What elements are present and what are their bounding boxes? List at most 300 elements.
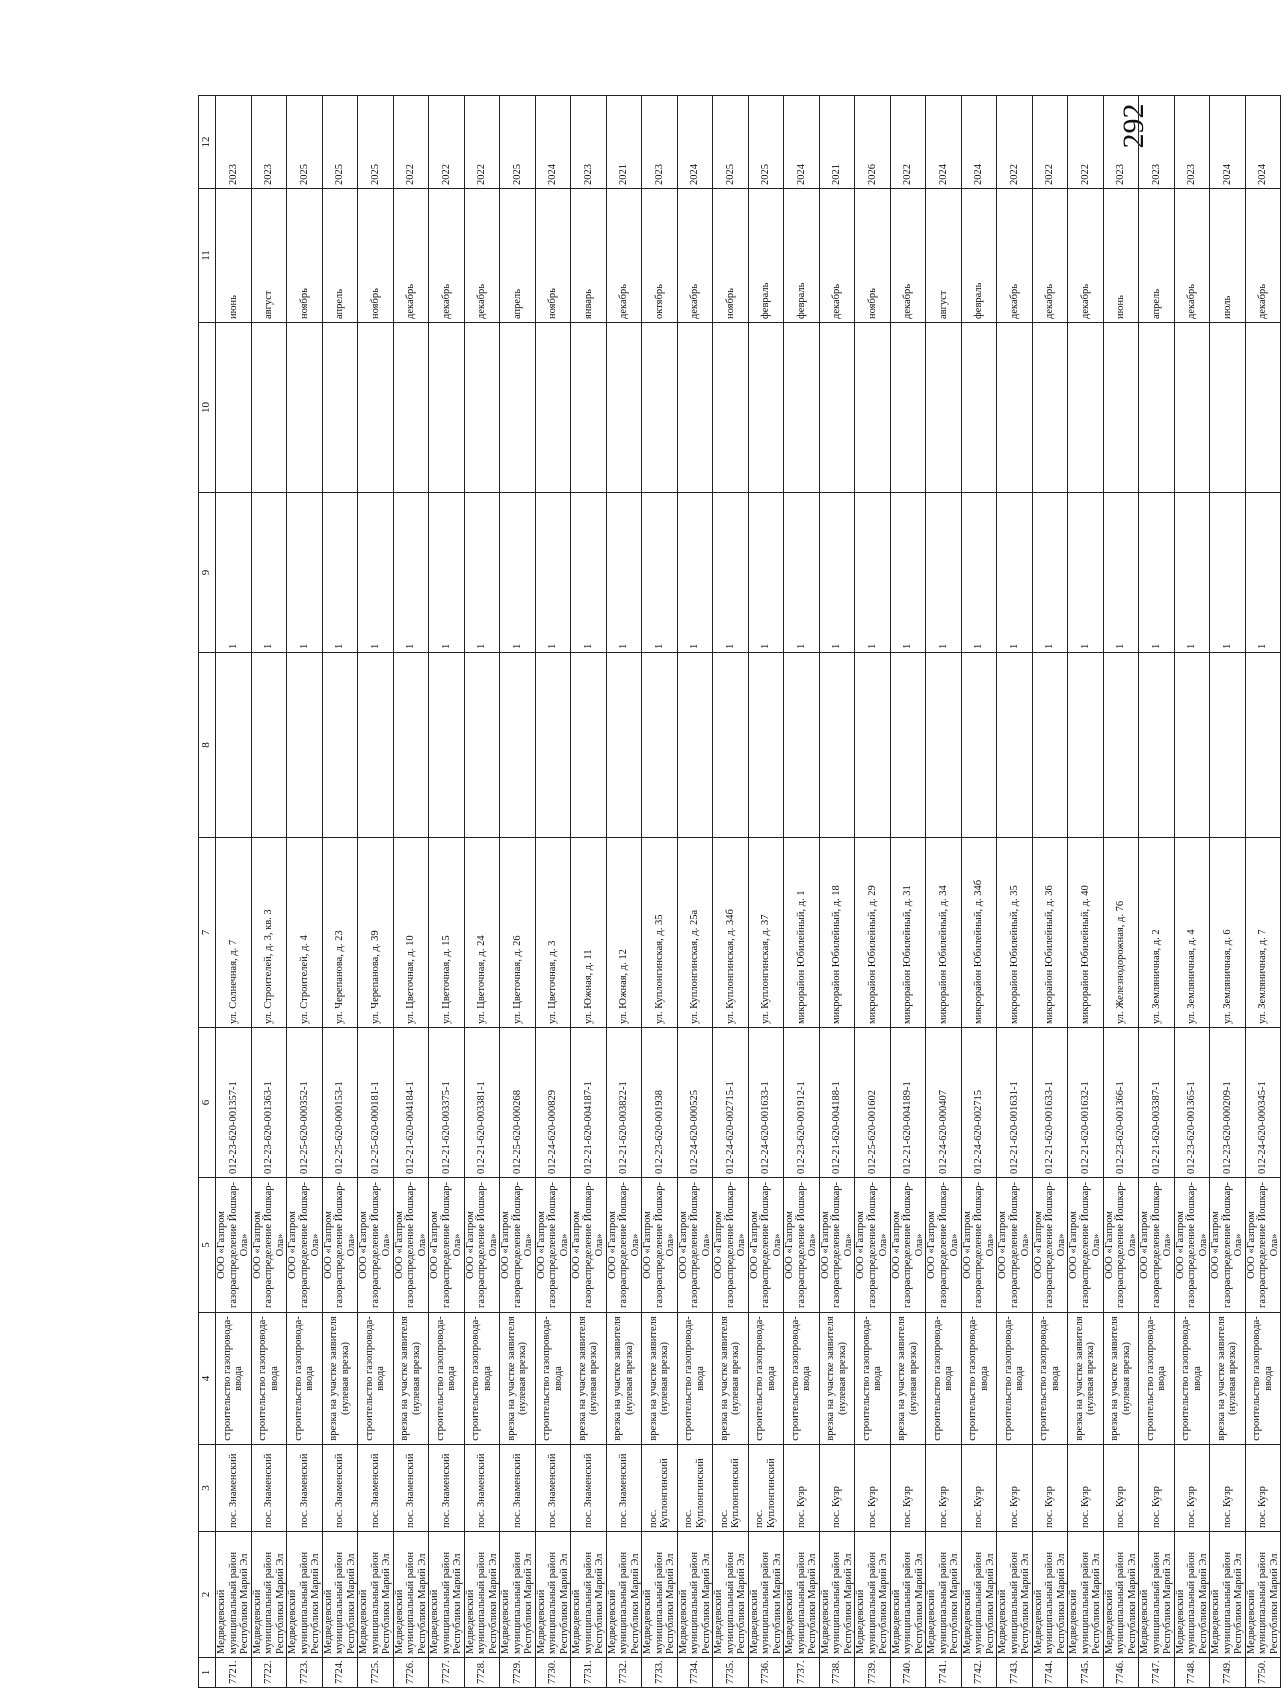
column-header: 3 [199,1445,216,1532]
column-10-cell [500,323,536,493]
year-cell: 2023 [642,96,678,189]
column-8-cell [1139,653,1175,838]
month-cell: декабрь [606,189,642,323]
work-type-cell: врезка на участке заявителя (нулевая врезка) [500,1313,536,1445]
row-number: 7725. [358,1658,394,1688]
quantity-cell: 1 [571,493,607,653]
application-code-cell: 012-24-620-000525 [677,1028,713,1178]
organization-cell: ООО «Газпром газораспределение Йошкар-Ола» [216,1178,252,1313]
table-row [464,96,500,1688]
district-cell: Медведевский муниципальный район Республики Марий Эл [358,1532,394,1658]
column-10-cell [961,323,997,493]
organization-cell: ООО «Газпром газораспределение Йошкар-Ола» [1103,1178,1139,1313]
application-code-cell: 012-21-620-004188-1 [819,1028,855,1178]
settlement-cell: пос. Куплонгинский [748,1445,784,1532]
year-cell: 2025 [713,96,749,189]
address-cell: микрорайон Юбилейный, д. 40 [1068,838,1104,1028]
quantity-cell: 1 [358,493,394,653]
district-cell: Медведевский муниципальный район Республики Марий Эл [748,1532,784,1658]
settlement-cell: пос. Знаменский [500,1445,536,1532]
work-type-cell: строительство газопровода-ввода [784,1313,820,1445]
work-type-cell: строительство газопровода-ввода [926,1313,962,1445]
row-number: 7741. [926,1658,962,1688]
organization-cell: ООО «Газпром газораспределение Йошкар-Ола» [393,1178,429,1313]
row-number: 7733. [642,1658,678,1688]
organization-cell: ООО «Газпром газораспределение Йошкар-Ола» [251,1178,287,1313]
settlement-cell: пос. Кузр [819,1445,855,1532]
organization-cell: ООО «Газпром газораспределение Йошкар-Ола» [1068,1178,1104,1313]
column-10-cell [748,323,784,493]
year-cell: 2023 [1139,96,1175,189]
rotated-table-container [198,96,1280,1688]
year-cell: 2024 [1210,96,1246,189]
year-cell: 2024 [926,96,962,189]
column-10-cell [642,323,678,493]
column-8-cell [606,653,642,838]
application-code-cell: 012-21-620-003381-1 [464,1028,500,1178]
work-type-cell: врезка на участке заявителя (нулевая врезка) [1103,1313,1139,1445]
year-cell: 2024 [784,96,820,189]
quantity-cell: 1 [500,493,536,653]
column-10-cell [251,323,287,493]
quantity-cell: 1 [1068,493,1104,653]
column-10-cell [677,323,713,493]
column-10-cell [571,323,607,493]
table-row [784,96,820,1688]
year-cell: 2024 [677,96,713,189]
row-number: 7732. [606,1658,642,1688]
application-code-cell: 012-24-620-002715 [961,1028,997,1178]
year-cell: 2022 [464,96,500,189]
table-row [819,96,855,1688]
settlement-cell: пос. Знаменский [464,1445,500,1532]
address-cell: микрорайон Юбилейный, д. 36 [1032,838,1068,1028]
column-8-cell [393,653,429,838]
quantity-cell: 1 [322,493,358,653]
work-type-cell: строительство газопровода-ввода [1245,1313,1281,1445]
column-8-cell [677,653,713,838]
year-cell: 2022 [890,96,926,189]
column-8-cell [819,653,855,838]
quantity-cell: 1 [393,493,429,653]
year-cell: 2025 [287,96,323,189]
column-10-cell [393,323,429,493]
table-row [1139,96,1175,1688]
settlement-cell: пос. Кузр [890,1445,926,1532]
month-cell: декабрь [997,189,1033,323]
table-row [216,96,252,1688]
work-type-cell: строительство газопровода-ввода [855,1313,891,1445]
settlement-cell: пос. Кузр [1068,1445,1104,1532]
address-cell: ул. Черепанова, д. 23 [322,838,358,1028]
quantity-cell: 1 [677,493,713,653]
year-cell: 2023 [251,96,287,189]
quantity-cell: 1 [216,493,252,653]
row-number: 7726. [393,1658,429,1688]
organization-cell: ООО «Газпром газораспределение Йошкар-Ола» [748,1178,784,1313]
year-cell: 2023 [1103,96,1139,189]
address-cell: ул. Куплонгинская, д. 35 [642,838,678,1028]
column-10-cell [606,323,642,493]
quantity-cell: 1 [287,493,323,653]
table-row [287,96,323,1688]
district-cell: Медведевский муниципальный район Республики Марий Эл [819,1532,855,1658]
quantity-cell: 1 [251,493,287,653]
year-cell: 2024 [535,96,571,189]
address-cell: ул. Земляничная, д. 6 [1210,838,1246,1028]
month-cell: февраль [748,189,784,323]
table-row [251,96,287,1688]
work-type-cell: строительство газопровода-ввода [1032,1313,1068,1445]
quantity-cell: 1 [819,493,855,653]
month-cell: август [926,189,962,323]
settlement-cell: пос. Кузр [1210,1445,1246,1532]
column-10-cell [890,323,926,493]
organization-cell: ООО «Газпром газораспределение Йошкар-Ола» [322,1178,358,1313]
row-number: 7734. [677,1658,713,1688]
address-cell: ул. Цветочная, д. 15 [429,838,465,1028]
year-cell: 2025 [322,96,358,189]
table-row [855,96,891,1688]
column-10-cell [1139,323,1175,493]
row-number: 7745. [1068,1658,1104,1688]
quantity-cell: 1 [1139,493,1175,653]
address-cell: микрорайон Юбилейный, д. 35 [997,838,1033,1028]
column-8-cell [571,653,607,838]
address-cell: ул. Строителей, д. 4 [287,838,323,1028]
address-cell: ул. Цветочная, д. 24 [464,838,500,1028]
district-cell: Медведевский муниципальный район Республики Марий Эл [322,1532,358,1658]
application-code-cell: 012-21-620-003375-1 [429,1028,465,1178]
row-number: 7731. [571,1658,607,1688]
column-8-cell [784,653,820,838]
year-cell: 2023 [216,96,252,189]
address-cell: микрорайон Юбилейный, д. 1 [784,838,820,1028]
application-code-cell: 012-23-620-001366-1 [1103,1028,1139,1178]
quantity-cell: 1 [997,493,1033,653]
table-row [1210,96,1246,1688]
column-8-cell [642,653,678,838]
column-10-cell [1245,323,1281,493]
row-number: 7727. [429,1658,465,1688]
year-cell: 2026 [855,96,891,189]
column-10-cell [464,323,500,493]
work-type-cell: строительство газопровода-ввода [961,1313,997,1445]
row-number: 7738. [819,1658,855,1688]
organization-cell: ООО «Газпром газораспределение Йошкар-Ола» [287,1178,323,1313]
work-type-cell: врезка на участке заявителя (нулевая врезка) [713,1313,749,1445]
work-type-cell: строительство газопровода-ввода [251,1313,287,1445]
column-10-cell [784,323,820,493]
gasification-table [198,95,1281,1688]
month-cell: декабрь [464,189,500,323]
column-10-cell [1032,323,1068,493]
organization-cell: ООО «Газпром газораспределение Йошкар-Ола» [1139,1178,1175,1313]
application-code-cell: 012-25-620-001602 [855,1028,891,1178]
quantity-cell: 1 [1210,493,1246,653]
settlement-cell: пос. Кузр [1103,1445,1139,1532]
column-10-cell [287,323,323,493]
settlement-cell: пос. Знаменский [287,1445,323,1532]
quantity-cell: 1 [642,493,678,653]
table-row [713,96,749,1688]
column-8-cell [926,653,962,838]
work-type-cell: врезка на участке заявителя (нулевая врезка) [819,1313,855,1445]
quantity-cell: 1 [784,493,820,653]
address-cell: микрорайон Юбилейный, д. 31 [890,838,926,1028]
application-code-cell: 012-25-620-000153-1 [322,1028,358,1178]
row-number: 7736. [748,1658,784,1688]
settlement-cell: пос. Куплонгинский [713,1445,749,1532]
row-number: 7737. [784,1658,820,1688]
district-cell: Медведевский муниципальный район Республики Марий Эл [1103,1532,1139,1658]
table-row [961,96,997,1688]
settlement-cell: пос. Кузр [855,1445,891,1532]
address-cell: микрорайон Юбилейный, д. 34б [961,838,997,1028]
table-row [1245,96,1281,1688]
address-cell: микрорайон Юбилейный, д. 18 [819,838,855,1028]
district-cell: Медведевский муниципальный район Республики Марий Эл [571,1532,607,1658]
column-8-cell [997,653,1033,838]
application-code-cell: 012-24-620-000829 [535,1028,571,1178]
organization-cell: ООО «Газпром газораспределение Йошкар-Ола» [358,1178,394,1313]
column-header: 11 [199,189,216,323]
month-cell: декабрь [1068,189,1104,323]
application-code-cell: 012-23-620-000209-1 [1210,1028,1246,1178]
quantity-cell: 1 [1245,493,1281,653]
row-number: 7743. [997,1658,1033,1688]
settlement-cell: пос. Знаменский [606,1445,642,1532]
address-cell: ул. Солнечная, д. 7 [216,838,252,1028]
column-header: 10 [199,323,216,493]
table-row [571,96,607,1688]
column-10-cell [713,323,749,493]
column-8-cell [1210,653,1246,838]
column-8-cell [287,653,323,838]
organization-cell: ООО «Газпром газораспределение Йошкар-Ола» [1174,1178,1210,1313]
column-header: 12 [199,96,216,189]
row-number: 7721. [216,1658,252,1688]
quantity-cell: 1 [890,493,926,653]
column-8-cell [748,653,784,838]
row-number: 7728. [464,1658,500,1688]
table-row [606,96,642,1688]
application-code-cell: 012-21-620-003822-1 [606,1028,642,1178]
organization-cell: ООО «Газпром газораспределение Йошкар-Ола» [926,1178,962,1313]
application-code-cell: 012-21-620-004189-1 [890,1028,926,1178]
quantity-cell: 1 [1032,493,1068,653]
application-code-cell: 012-21-620-001633-1 [1032,1028,1068,1178]
month-cell: ноябрь [713,189,749,323]
month-cell: октябрь [642,189,678,323]
column-8-cell [535,653,571,838]
column-8-cell [216,653,252,838]
work-type-cell: врезка на участке заявителя (нулевая врезка) [890,1313,926,1445]
row-number: 7746. [1103,1658,1139,1688]
month-cell: декабрь [1245,189,1281,323]
column-8-cell [429,653,465,838]
quantity-cell: 1 [926,493,962,653]
application-code-cell: 012-24-620-001633-1 [748,1028,784,1178]
work-type-cell: строительство газопровода-ввода [1139,1313,1175,1445]
application-code-cell: 012-21-620-003387-1 [1139,1028,1175,1178]
settlement-cell: пос. Кузр [926,1445,962,1532]
district-cell: Медведевский муниципальный район Республики Марий Эл [926,1532,962,1658]
application-code-cell: 012-21-620-004184-1 [393,1028,429,1178]
column-8-cell [890,653,926,838]
column-header: 1 [199,1658,216,1688]
column-8-cell [961,653,997,838]
column-8-cell [1245,653,1281,838]
work-type-cell: строительство газопровода-ввода [748,1313,784,1445]
column-10-cell [1174,323,1210,493]
row-number: 7729. [500,1658,536,1688]
year-cell: 2021 [819,96,855,189]
organization-cell: ООО «Газпром газораспределение Йошкар-Ола» [1032,1178,1068,1313]
table-row [926,96,962,1688]
work-type-cell: строительство газопровода-ввода [677,1313,713,1445]
table-row [1103,96,1139,1688]
row-number: 7748. [1174,1658,1210,1688]
month-cell: декабрь [393,189,429,323]
month-cell: апрель [1139,189,1175,323]
organization-cell: ООО «Газпром газораспределение Йошкар-Ола» [571,1178,607,1313]
column-10-cell [926,323,962,493]
row-number: 7723. [287,1658,323,1688]
column-8-cell [1068,653,1104,838]
column-header: 4 [199,1313,216,1445]
year-cell: 2025 [748,96,784,189]
month-cell: апрель [500,189,536,323]
address-cell: ул. Куплонгинская, д. 34б [713,838,749,1028]
district-cell: Медведевский муниципальный район Республики Марий Эл [429,1532,465,1658]
district-cell: Медведевский муниципальный район Республики Марий Эл [464,1532,500,1658]
address-cell: ул. Южная, д. 12 [606,838,642,1028]
organization-cell: ООО «Газпром газораспределение Йошкар-Ола» [784,1178,820,1313]
work-type-cell: врезка на участке заявителя (нулевая врезка) [1068,1313,1104,1445]
month-cell: декабрь [819,189,855,323]
table-header [199,96,216,1688]
month-cell: ноябрь [358,189,394,323]
district-cell: Медведевский муниципальный район Республики Марий Эл [997,1532,1033,1658]
work-type-cell: врезка на участке заявителя (нулевая врезка) [1210,1313,1246,1445]
column-header: 5 [199,1178,216,1313]
organization-cell: ООО «Газпром газораспределение Йошкар-Ола» [890,1178,926,1313]
quantity-cell: 1 [1174,493,1210,653]
organization-cell: ООО «Газпром газораспределение Йошкар-Ола» [677,1178,713,1313]
organization-cell: ООО «Газпром газораспределение Йошкар-Ола» [819,1178,855,1313]
table-row [748,96,784,1688]
table-row [677,96,713,1688]
work-type-cell: строительство газопровода-ввода [429,1313,465,1445]
settlement-cell: пос. Знаменский [216,1445,252,1532]
column-8-cell [1032,653,1068,838]
quantity-cell: 1 [961,493,997,653]
month-cell: декабрь [677,189,713,323]
column-8-cell [855,653,891,838]
settlement-cell: пос. Знаменский [358,1445,394,1532]
year-cell: 2025 [500,96,536,189]
column-8-cell [1174,653,1210,838]
month-cell: август [251,189,287,323]
work-type-cell: врезка на участке заявителя (нулевая врезка) [642,1313,678,1445]
row-number: 7750. [1245,1658,1281,1688]
address-cell: ул. Черепанова, д. 39 [358,838,394,1028]
quantity-cell: 1 [1103,493,1139,653]
organization-cell: ООО «Газпром газораспределение Йошкар-Ола» [606,1178,642,1313]
column-header: 9 [199,493,216,653]
organization-cell: ООО «Газпром газораспределение Йошкар-Ола» [713,1178,749,1313]
row-number: 7740. [890,1658,926,1688]
address-cell: ул. Куплонгинская, д. 37 [748,838,784,1028]
column-8-cell [251,653,287,838]
row-number: 7735. [713,1658,749,1688]
column-10-cell [1210,323,1246,493]
month-cell: декабрь [1174,189,1210,323]
application-code-cell: 012-24-620-002715-1 [713,1028,749,1178]
year-cell: 2022 [1032,96,1068,189]
month-cell: июнь [1103,189,1139,323]
table-row [535,96,571,1688]
application-code-cell: 012-24-620-000407 [926,1028,962,1178]
address-cell: микрорайон Юбилейный, д. 29 [855,838,891,1028]
column-8-cell [1103,653,1139,838]
column-10-cell [997,323,1033,493]
district-cell: Медведевский муниципальный район Республики Марий Эл [890,1532,926,1658]
organization-cell: ООО «Газпром газораспределение Йошкар-Ола» [1245,1178,1281,1313]
work-type-cell: строительство газопровода-ввода [1174,1313,1210,1445]
address-cell: ул. Цветочная, д. 3 [535,838,571,1028]
organization-cell: ООО «Газпром газораспределение Йошкар-Ола» [464,1178,500,1313]
column-10-cell [216,323,252,493]
work-type-cell: строительство газопровода-ввода [535,1313,571,1445]
organization-cell: ООО «Газпром газораспределение Йошкар-Ола» [535,1178,571,1313]
work-type-cell: врезка на участке заявителя (нулевая врезка) [571,1313,607,1445]
organization-cell: ООО «Газпром газораспределение Йошкар-Ола» [500,1178,536,1313]
year-cell: 2021 [606,96,642,189]
work-type-cell: врезка на участке заявителя (нулевая врезка) [393,1313,429,1445]
settlement-cell: пос. Кузр [1245,1445,1281,1532]
column-8-cell [358,653,394,838]
settlement-cell: пос. Кузр [961,1445,997,1532]
month-cell: декабрь [890,189,926,323]
column-10-cell [1068,323,1104,493]
district-cell: Медведевский муниципальный район Республики Марий Эл [961,1532,997,1658]
row-number: 7744. [1032,1658,1068,1688]
table-body [216,96,1281,1688]
settlement-cell: пос. Знаменский [571,1445,607,1532]
address-cell: ул. Цветочная, д. 10 [393,838,429,1028]
page-number: 292 [1117,103,1150,149]
table-row [1032,96,1068,1688]
district-cell: Медведевский муниципальный район Республики Марий Эл [1210,1532,1246,1658]
table-row [393,96,429,1688]
work-type-cell: врезка на участке заявителя (нулевая врезка) [322,1313,358,1445]
column-8-cell [322,653,358,838]
application-code-cell: 012-23-620-001357-1 [216,1028,252,1178]
district-cell: Медведевский муниципальный район Республики Марий Эл [642,1532,678,1658]
column-header: 7 [199,838,216,1028]
table-row [1174,96,1210,1688]
district-cell: Медведевский муниципальный район Республики Марий Эл [784,1532,820,1658]
year-cell: 2025 [358,96,394,189]
row-number: 7722. [251,1658,287,1688]
column-8-cell [464,653,500,838]
table-row [322,96,358,1688]
row-number: 7749. [1210,1658,1246,1688]
district-cell: Медведевский муниципальный район Республики Марий Эл [606,1532,642,1658]
organization-cell: ООО «Газпром газораспределение Йошкар-Ола» [429,1178,465,1313]
